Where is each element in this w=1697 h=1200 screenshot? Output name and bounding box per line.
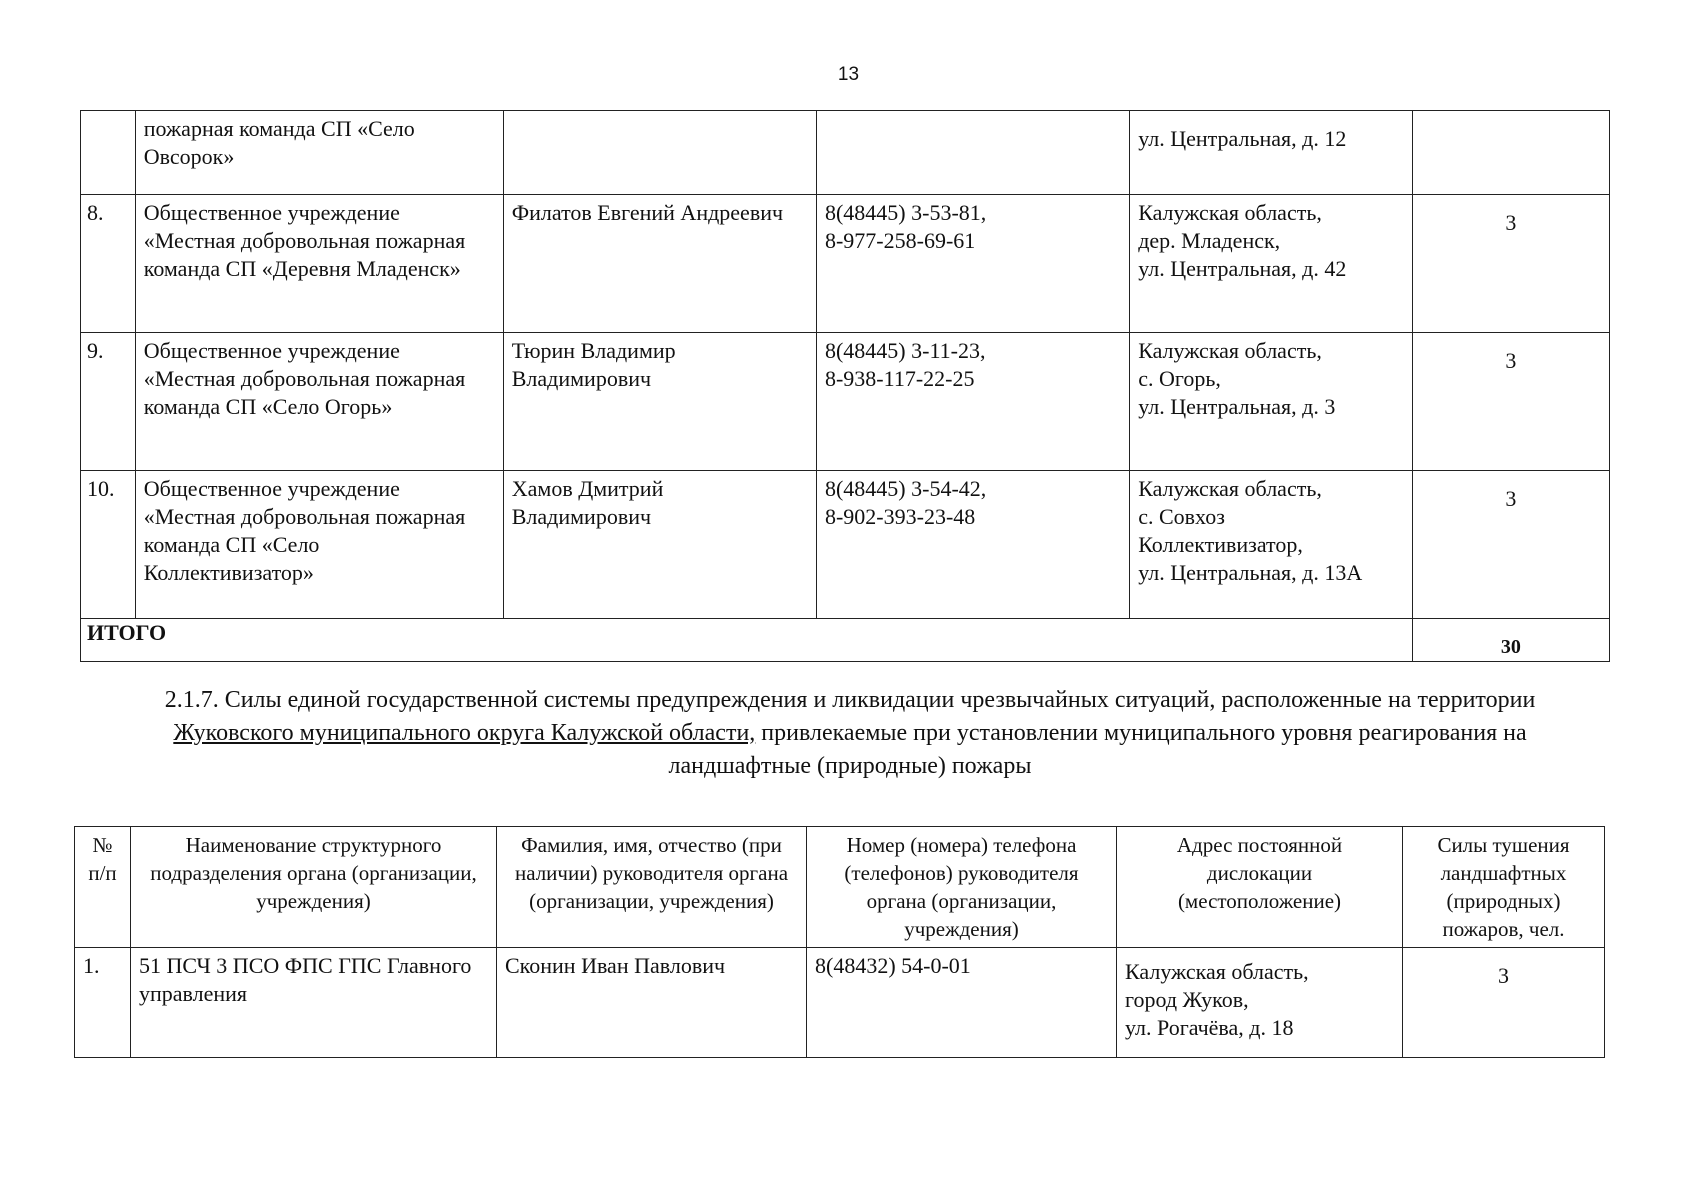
header-forces: Силы тушения ландшафтных (природных) пожаров, чел. <box>1403 827 1605 948</box>
total-label: ИТОГО <box>81 619 1413 662</box>
total-value: 30 <box>1412 619 1609 662</box>
table-row <box>81 333 1610 471</box>
unit-name-cell: 51 ПСЧ 3 ПСО ФПС ГПС Главного управления <box>131 948 497 1058</box>
address-cell: Калужская область, дер. Младенск, ул. Центральная, д. 42 <box>1130 195 1413 333</box>
heading-underlined-text: Жуковского муниципального округа Калужской области, <box>173 720 756 746</box>
section-heading <box>110 684 1590 783</box>
head-name-cell: Тюрин Владимир Владимирович <box>503 333 816 471</box>
phone-cell <box>816 111 1129 195</box>
header-address: Адрес постоянной дислокации (местоположение) <box>1117 827 1403 948</box>
phone-cell: 8(48445) 3-11-23, 8-938-117-22-25 <box>816 333 1129 471</box>
head-name-cell: Филатов Евгений Андреевич <box>503 195 816 333</box>
table-row <box>81 471 1610 619</box>
header-head-name: Фамилия, имя, отчество (при наличии) руководителя органа (организации, учреждения) <box>497 827 807 948</box>
unit-name-cell: пожарная команда СП «Село Овсорок» <box>135 111 503 195</box>
table-row <box>81 111 1610 195</box>
total-row <box>81 619 1610 662</box>
row-number: 1. <box>75 948 131 1058</box>
table-row <box>81 195 1610 333</box>
phone-cell: 8(48445) 3-54-42, 8-902-393-23-48 <box>816 471 1129 619</box>
header-num: № п/п <box>75 827 131 948</box>
page-number: 13 <box>837 64 860 85</box>
head-name-cell: Сконин Иван Павлович <box>497 948 807 1058</box>
unit-name-cell: Общественное учреждение «Местная добровольная пожарная команда СП «Село Огорь» <box>135 333 503 471</box>
head-name-cell: Хамов Дмитрий Владимирович <box>503 471 816 619</box>
address-cell: ул. Центральная, д. 12 <box>1130 111 1413 195</box>
emergency-forces-table <box>74 826 1605 1058</box>
forces-cell: 3 <box>1412 195 1609 333</box>
table-header-row <box>75 827 1605 948</box>
head-name-cell <box>503 111 816 195</box>
row-number: 8. <box>81 195 136 333</box>
header-phone: Номер (номера) телефона (телефонов) руководителя органа (организации, учреждения) <box>807 827 1117 948</box>
table-row <box>75 948 1605 1058</box>
forces-cell: 3 <box>1412 471 1609 619</box>
unit-name-cell: Общественное учреждение «Местная добровольная пожарная команда СП «Село Коллективизатор» <box>135 471 503 619</box>
fire-teams-table-continued <box>80 110 1610 662</box>
header-unit-name: Наименование структурного подразделения органа (организации, учреждения) <box>131 827 497 948</box>
address-cell: Калужская область, с. Совхоз Коллективизатор, ул. Центральная, д. 13А <box>1130 471 1413 619</box>
heading-text-end: привлекаемые при установлении муниципального уровня реагирования на ландшафтные (природные) пожары <box>668 720 1527 779</box>
forces-cell: 3 <box>1412 333 1609 471</box>
row-number <box>81 111 136 195</box>
unit-name-cell: Общественное учреждение «Местная добровольная пожарная команда СП «Деревня Младенск» <box>135 195 503 333</box>
row-number: 9. <box>81 333 136 471</box>
row-number: 10. <box>81 471 136 619</box>
phone-cell: 8(48445) 3-53-81, 8-977-258-69-61 <box>816 195 1129 333</box>
phone-cell: 8(48432) 54-0-01 <box>807 948 1117 1058</box>
forces-cell: 3 <box>1403 948 1605 1058</box>
heading-text: 2.1.7. Силы единой государственной системы предупреждения и ликвидации чрезвычайных ситуаций, расположенные на территории <box>164 687 1536 713</box>
forces-cell <box>1412 111 1609 195</box>
address-cell: Калужская область, город Жуков, ул. Рогачёва, д. 18 <box>1117 948 1403 1058</box>
address-cell: Калужская область, с. Огорь, ул. Центральная, д. 3 <box>1130 333 1413 471</box>
